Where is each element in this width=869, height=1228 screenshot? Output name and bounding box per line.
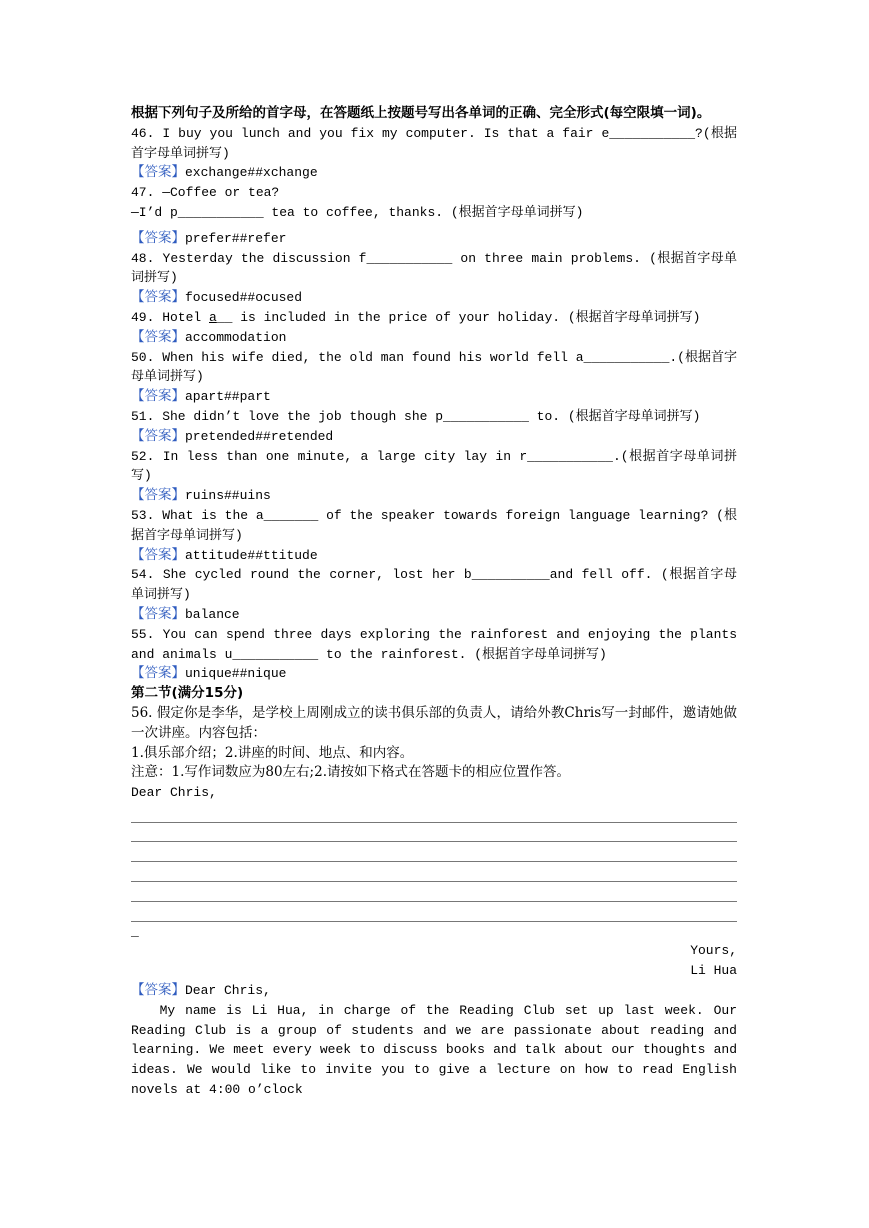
answer-value: attitude##ttitude	[185, 547, 318, 563]
answer-value: unique##nique	[185, 666, 287, 682]
question-55: 55. You can spend three days exploring the rainforest and enjoying the plants and animals u___________ to the rainforest. (根据首字母单词拼写)	[131, 626, 737, 662]
question-53: 53. What is the a_______ of the speaker towards foreign language learning? (根据首字母单词拼写)	[131, 507, 737, 543]
answer-label: 【答案】	[131, 388, 185, 405]
closing-name: Li Hua	[690, 963, 737, 979]
answer-value: prefer##refer	[185, 230, 287, 246]
answer-label: 【答案】	[131, 229, 185, 246]
answer-value: focused##ocused	[185, 290, 303, 306]
question-47-line2: —I’d p___________ tea to coffee, thanks. (根据首字母单词拼写)	[131, 204, 584, 220]
answer-52	[131, 486, 737, 506]
answer-54	[131, 605, 737, 625]
answer-47	[131, 229, 737, 249]
answer-49	[131, 328, 737, 348]
section-title: 第二节(满分15分)	[131, 685, 244, 702]
writing-line	[131, 862, 737, 882]
sample-answer-greeting	[131, 981, 737, 1001]
question-46: 46. I buy you lunch and you fix my computer. Is that a fair e___________?(根据首字母单词拼写)	[131, 125, 737, 161]
letter-greeting: Dear Chris,	[131, 785, 217, 801]
sample-answer-body: My name is Li Hua, in charge of the Reading Club set up last week. Our Reading Club is a group of students and we are passionate about reading and learning. We meet every week to discuss books and talk about our thoughts and ideas. We would like to invite you to give a lecture on how to read English novels at 4:00 o’clock	[131, 1002, 737, 1098]
answer-value: exchange##xchange	[185, 165, 318, 181]
answer-label: 【答案】	[131, 665, 185, 682]
writing-line	[131, 823, 737, 843]
writing-line	[131, 842, 737, 862]
question-47-line1: 47. —Coffee or tea?	[131, 185, 280, 201]
answer-label: 【答案】	[131, 982, 185, 999]
answer-value: ruins##uins	[185, 488, 271, 504]
answer-48	[131, 288, 737, 308]
answer-55	[131, 664, 737, 684]
answer-53	[131, 546, 737, 566]
writing-lines	[131, 803, 737, 922]
answer-label: 【答案】	[131, 546, 185, 563]
writing-note: 注意：1.写作词数应为80左右;2.请按如下格式在答题卡的相应位置作答。	[131, 764, 570, 781]
answer-label: 【答案】	[131, 487, 185, 504]
closing-yours: Yours,	[690, 943, 737, 959]
answer-46	[131, 163, 737, 183]
answer-value: accommodation	[185, 329, 287, 345]
answer-label: 【答案】	[131, 427, 185, 444]
question-49-part-a: 49. Hotel	[131, 309, 210, 325]
answer-label: 【答案】	[131, 164, 185, 181]
writing-line	[131, 803, 737, 823]
question-49	[131, 308, 737, 328]
answer-label: 【答案】	[131, 605, 185, 622]
answer-label: 【答案】	[131, 289, 185, 306]
writing-points: 1.俱乐部介绍；2.讲座的时间、地点、和内容。	[131, 744, 414, 761]
writing-line	[131, 882, 737, 902]
answer-value: pretended##retended	[185, 428, 334, 444]
writing-prompt: 56. 假定你是李华，是学校上周刚成立的读书俱乐部的负责人，请给外教Chris写一封邮件，邀请她做一次讲座。内容包括：	[131, 704, 737, 741]
question-49-part-b: __ is included in the price of your holiday. (根据首字母单词拼写)	[216, 309, 701, 325]
question-52: 52. In less than one minute, a large city lay in r___________.(根据首字母单词拼写)	[131, 448, 737, 484]
question-49-underlined: a	[209, 309, 217, 325]
question-51: 51. She didn’t love the job though she p___________ to. (根据首字母单词拼写)	[131, 408, 701, 424]
answer-51	[131, 427, 737, 447]
answer-50	[131, 387, 737, 407]
question-50: 50. When his wife died, the old man found his world fell a___________.(根据首字母单词拼写)	[131, 349, 737, 385]
instruction-heading: 根据下列句子及所给的首字母，在答题纸上按题号写出各单词的正确、完全形式(每空限填一词)。	[131, 105, 711, 121]
question-54: 54. She cycled round the corner, lost her b__________and fell off. (根据首字母单词拼写)	[131, 567, 737, 603]
question-48: 48. Yesterday the discussion f___________ on three main problems. (根据首字母单词拼写)	[131, 250, 737, 286]
document-page	[131, 104, 737, 1100]
writing-line	[131, 902, 737, 922]
answer-value: apart##part	[185, 389, 271, 405]
answer-label: 【答案】	[131, 328, 185, 345]
answer-value: balance	[185, 606, 240, 622]
answer-greeting: Dear Chris,	[185, 983, 271, 999]
trailing-underscore: _	[131, 923, 139, 939]
